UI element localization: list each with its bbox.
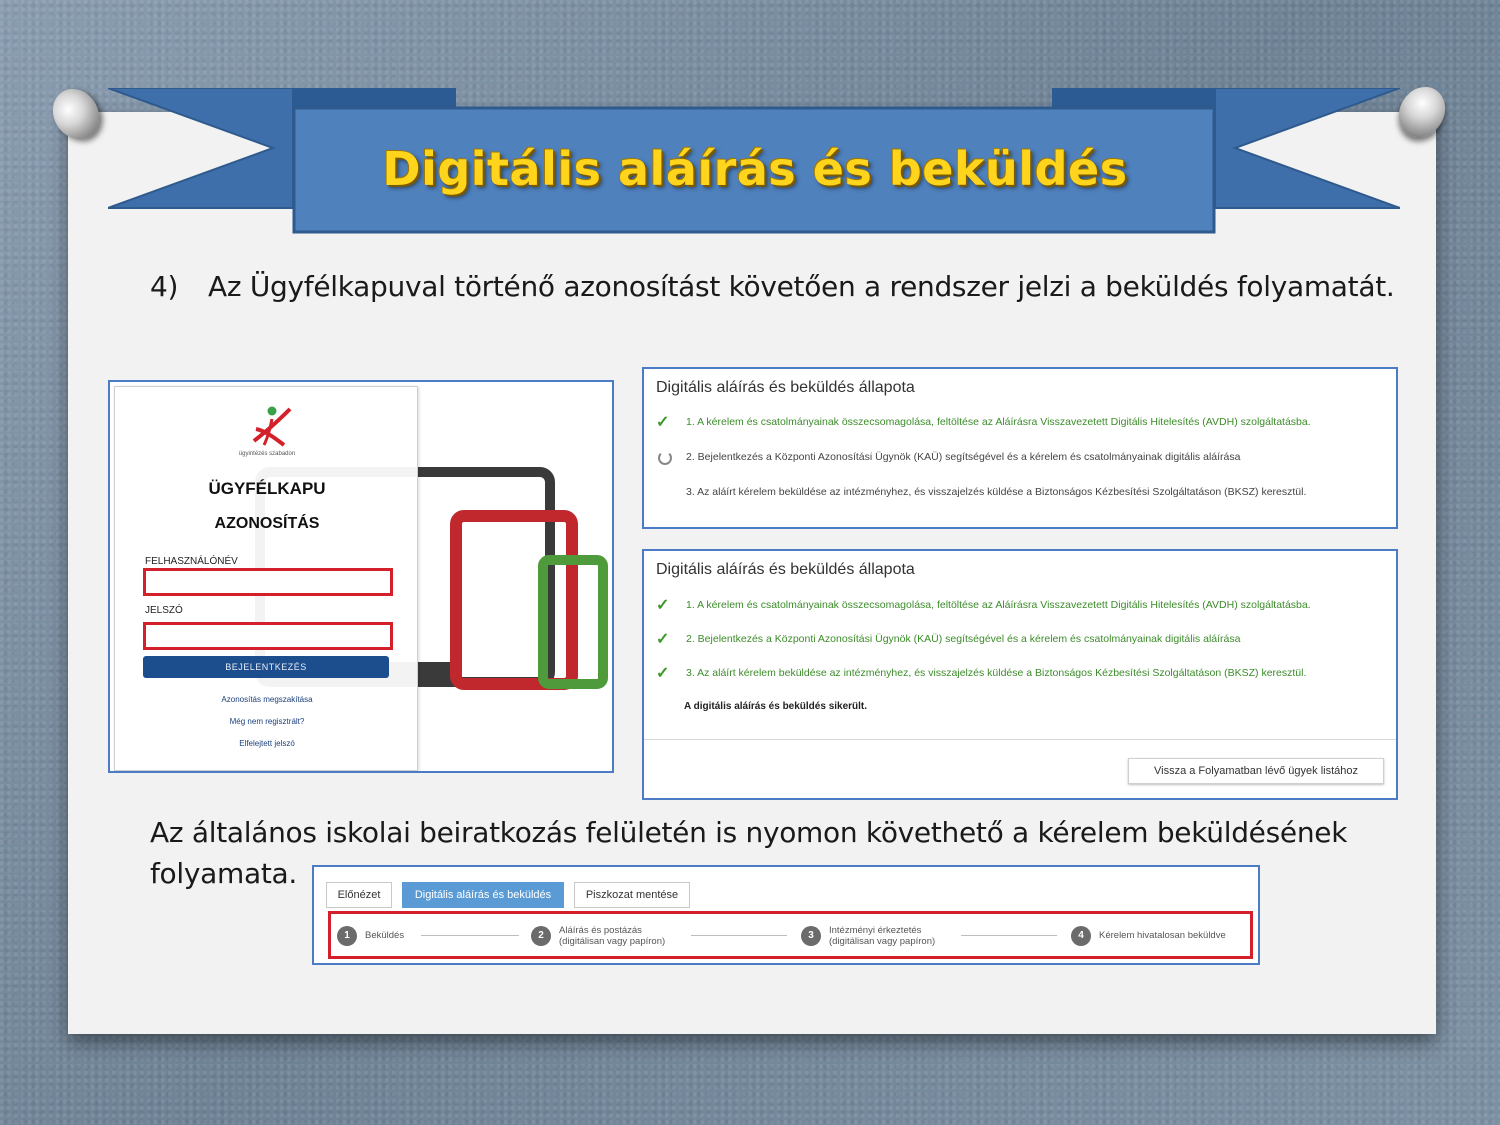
username-label: FELHASZNÁLÓNÉV [145, 556, 238, 567]
status-step-text: 3. Az aláírt kérelem beküldése az intézményhez, és visszajelzés küldése a Biztonságos Kézbesítési Szolgáltatáson (BKSZ) keresztül. [686, 486, 1307, 498]
signing-status-complete [642, 549, 1398, 800]
enrollment-paragraph: Az általános iskolai beiratkozás felületén is nyomon követhető a kérelem beküldésének folyamata. [150, 816, 1348, 890]
enrollment-stepper [328, 911, 1253, 959]
status-title: Digitális aláírás és beküldés állapota [656, 561, 915, 578]
step-connector [961, 935, 1057, 936]
password-input[interactable] [143, 622, 393, 650]
step-label: Aláírás és postázás (digitálisan vagy papíron) [559, 925, 666, 947]
password-label: JELSZÓ [145, 605, 183, 616]
status-step-text: 1. A kérelem és csatolmányainak összecsomagolása, feltöltése az Aláírásra Visszavezetett Digitális Hitelesítés (AVDH) szolgáltatásba. [686, 599, 1311, 611]
status-title: Digitális aláírás és beküldés állapota [656, 379, 915, 396]
register-link[interactable]: Még nem regisztrált? [229, 717, 305, 726]
login-button[interactable]: BEJELENTKEZÉS [143, 656, 389, 678]
step-label: Intézményi érkeztetés (digitálisan vagy papíron) [829, 925, 936, 947]
logo-caption: ügyintézés szabadon [238, 451, 296, 457]
tab-save-draft[interactable]: Piszkozat mentése [574, 882, 690, 908]
status-step-text: 3. Az aláírt kérelem beküldése az intézményhez, és visszajelzés küldése a Biztonságos Kézbesítési Szolgáltatáson (BKSZ) keresztül. [686, 667, 1307, 679]
status-step-text: 2. Bejelentkezés a Központi Azonosítási Ügynök (KAÜ) segítségével és a kérelem és csatolmányainak digitális aláírása [686, 451, 1241, 463]
step-description: Az Ügyfélkapuval történő azonosítást követően a rendszer jelzi a beküldés folyamatát. [208, 270, 1395, 303]
step-number-badge: 3 [801, 926, 821, 946]
check-icon: ✓ [656, 597, 670, 614]
step-number-badge: 2 [531, 926, 551, 946]
step-instruction [150, 270, 1395, 303]
check-icon: ✓ [656, 631, 670, 648]
slide-title: Digitális aláírás és beküldés [382, 142, 1128, 196]
tab-digital-signing[interactable]: Digitális aláírás és beküldés [402, 882, 564, 908]
step-label: Kérelem hivatalosan beküldve [1099, 930, 1226, 941]
step-number-badge: 4 [1071, 926, 1091, 946]
success-message: A digitális aláírás és beküldés sikerült. [684, 701, 868, 712]
username-input[interactable] [143, 568, 393, 596]
cancel-authentication-link[interactable]: Azonosítás megszakítása [221, 695, 313, 704]
loading-spinner-icon [656, 449, 674, 467]
login-subtitle: AZONOSÍTÁS [214, 515, 320, 532]
signing-status-in-progress [642, 367, 1398, 529]
status-step-text: 2. Bejelentkezés a Központi Azonosítási Ügynök (KAÜ) segítségével és a kérelem és csatolmányainak digitális aláírása [686, 633, 1241, 645]
forgot-password-link[interactable]: Elfelejtett jelszó [239, 739, 295, 748]
check-icon: ✓ [656, 414, 670, 431]
login-title: ÜGYFÉLKAPU [208, 479, 326, 498]
back-to-cases-button[interactable]: Vissza a Folyamatban lévő ügyek listához [1128, 758, 1384, 784]
divider [644, 739, 1396, 740]
login-card [114, 386, 418, 771]
step-connector [421, 935, 519, 936]
step-label: Beküldés [365, 930, 405, 941]
step-number: 4) [150, 270, 179, 303]
ugyfelkapu-login-screenshot [108, 380, 614, 773]
status-step-text: 1. A kérelem és csatolmányainak összecsomagolása, feltöltése az Aláírásra Visszavezetett Digitális Hitelesítés (AVDH) szolgáltatásba. [686, 416, 1311, 428]
step-number-badge: 1 [337, 926, 357, 946]
check-icon: ✓ [656, 665, 670, 682]
step-connector [691, 935, 787, 936]
ugyfelkapu-logo-icon [250, 405, 294, 449]
enrollment-progress-screenshot [312, 865, 1260, 965]
tab-preview[interactable]: Előnézet [326, 882, 392, 908]
